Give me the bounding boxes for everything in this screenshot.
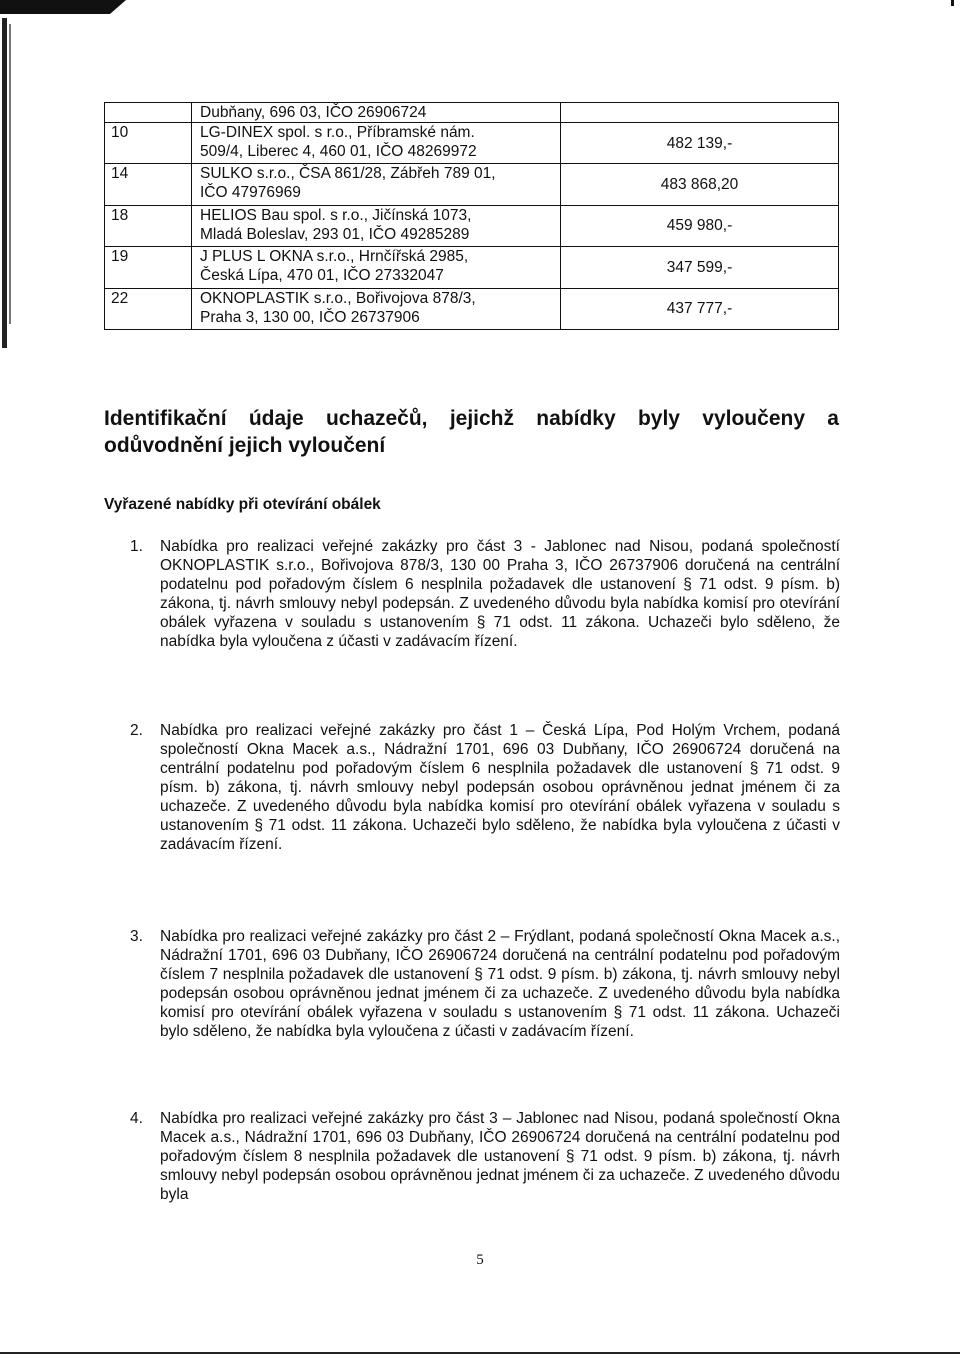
table-cell-price: 437 777,- bbox=[561, 288, 839, 329]
item-number: 3. bbox=[130, 928, 143, 945]
page-number: 5 bbox=[476, 1252, 484, 1268]
bidder-line-1: LG-DINEX spol. s r.o., Příbramské nám. bbox=[200, 124, 475, 141]
bidder-line-2: IČO 47976969 bbox=[200, 184, 301, 202]
table-row bbox=[105, 164, 839, 205]
table-cell-name bbox=[192, 288, 561, 329]
bidder-line-1: OKNOPLASTIK s.r.o., Bořivojova 878/3, bbox=[200, 289, 476, 307]
item-number: 1. bbox=[130, 538, 143, 555]
bidders-table bbox=[104, 102, 839, 330]
item-number: 2. bbox=[130, 722, 143, 739]
bidder-line-1: SULKO s.r.o., ČSA 861/28, Zábřeh 789 01, bbox=[200, 165, 496, 183]
table-cell-no: 14 bbox=[105, 164, 192, 205]
scan-artifact-corner bbox=[0, 0, 110, 14]
table-row bbox=[105, 247, 839, 288]
item-text: Nabídka pro realizaci veřejné zakázky pro část 1 – Česká Lípa, Pod Holým Vrchem, podaná společností Okna Macek a.s., Nádražní 1701, 696 03 Dubňany, IČO 26906724 doručená na centrální podatelnu pod pořadovým číslem 6 nesplnila požadavek dle ustanovení § 71 odst. 9 písm. b) zákona, tj. návrh smlouvy nebyl podepsán osobou oprávněnou jednat jménem či za uchazeče. Z uvedeného důvodu byla nabídka komisí pro otevírání obálek vyřazena v souladu s ustanovením § 71 odst. 11 zákona. Uchazeči bylo sděleno, že nabídka byla vyloučena z účasti v zadávacím řízení. bbox=[160, 722, 840, 853]
table-row bbox=[105, 205, 839, 246]
table-cell-name bbox=[192, 205, 561, 246]
table-cell-name bbox=[192, 164, 561, 205]
table-cell-no: 19 bbox=[105, 247, 192, 288]
table-cell-price: 459 980,- bbox=[561, 205, 839, 246]
list-item bbox=[130, 1109, 840, 1204]
table-cell-no: 10 bbox=[105, 123, 192, 164]
subsection-title: Vyřazené nabídky při otevírání obálek bbox=[104, 496, 381, 513]
bidder-line-2: 509/4, Liberec 4, 460 01, IČO 48269972 bbox=[200, 143, 477, 160]
list-item bbox=[130, 927, 840, 1041]
item-text: Nabídka pro realizaci veřejné zakázky pro část 3 - Jablonec nad Nisou, podaná společností OKNOPLASTIK s.r.o., Bořivojova 878/3, 130 00 Praha 3, IČO 26737906 doručená na centrální podatelnu pod pořadovým číslem 6 nesplnila požadavek dle ustanovení § 71 odst. 9 písm. b) zákona, tj. návrh smlouvy nebyl podepsán. Z uvedeného důvodu byla nabídka komisí pro otevírání obálek vyřazena v souladu s ustanovením § 71 odst. 11 zákona. Uchazeči bylo sděleno, že nabídka byla vyloučena z účasti v zadávacím řízení. bbox=[160, 538, 840, 650]
list-item bbox=[130, 721, 840, 854]
scan-artifact-edge bbox=[2, 18, 7, 348]
table-row bbox=[105, 103, 839, 123]
scan-artifact-corner-tip bbox=[110, 0, 126, 14]
bidder-line-1: J PLUS L OKNA s.r.o., Hrnčířská 2985, bbox=[200, 248, 469, 266]
table-cell-name bbox=[192, 123, 561, 164]
scan-artifact-bottom-line bbox=[0, 1352, 960, 1354]
bidder-line-1: HELIOS Bau spol. s r.o., Jičínská 1073, bbox=[200, 206, 472, 224]
bidder-line-2: Praha 3, 130 00, IČO 26737906 bbox=[200, 308, 420, 326]
bidder-line-2: Česká Lípa, 470 01, IČO 27332047 bbox=[200, 267, 444, 285]
table-cell-price: 483 868,20 bbox=[561, 164, 839, 205]
table-row bbox=[105, 288, 839, 329]
item-number: 4. bbox=[130, 1110, 143, 1127]
table-cell-no: 18 bbox=[105, 205, 192, 246]
scan-artifact-edge-inner bbox=[9, 24, 11, 324]
list-item bbox=[130, 537, 840, 651]
table-cell-name bbox=[192, 247, 561, 288]
table-cell-no: 22 bbox=[105, 288, 192, 329]
table-cell-price bbox=[561, 103, 839, 123]
table-cell-price: 482 139,- bbox=[561, 123, 839, 164]
bidder-line-2: Mladá Boleslav, 293 01, IČO 49285289 bbox=[200, 225, 470, 243]
table-cell-no bbox=[105, 103, 192, 123]
section-title: Identifikační údaje uchazečů, jejichž nabídky byly vyloučeny a odůvodnění jejich vyloučení bbox=[104, 407, 839, 457]
scan-artifact-tick bbox=[951, 0, 954, 6]
item-text: Nabídka pro realizaci veřejné zakázky pro část 3 – Jablonec nad Nisou, podaná společností Okna Macek a.s., Nádražní 1701, 696 03 Dubňany, IČO 26906724 doručená na centrální podatelnu pod pořadovým číslem 8 nesplnila požadavek dle ustanovení § 71 odst. 9 písm. b) zákona, tj. návrh smlouvy nebyl podepsán osobou oprávněnou jednat jménem či za uchazeče. Z uvedeného důvodu byla bbox=[160, 1110, 840, 1203]
table-row bbox=[105, 123, 839, 164]
table-cell-name: Dubňany, 696 03, IČO 26906724 bbox=[192, 103, 561, 123]
item-text: Nabídka pro realizaci veřejné zakázky pro část 2 – Frýdlant, podaná společností Okna Macek a.s., Nádražní 1701, 696 03 Dubňany, IČO 26906724 doručená na centrální podatelnu pod pořadovým číslem 7 nesplnila požadavek dle ustanovení § 71 odst. 9 písm. b) zákona, tj. návrh smlouvy nebyl podepsán osobou oprávněnou jednat jménem či za uchazeče. Z uvedeného důvodu byla nabídka komisí pro otevírání obálek vyřazena v souladu s ustanovením § 71 odst. 11 zákona. Uchazeči bylo sděleno, že nabídka byla vyloučena z účasti v zadávacím řízení. bbox=[160, 928, 840, 1040]
table-cell-price: 347 599,- bbox=[561, 247, 839, 288]
